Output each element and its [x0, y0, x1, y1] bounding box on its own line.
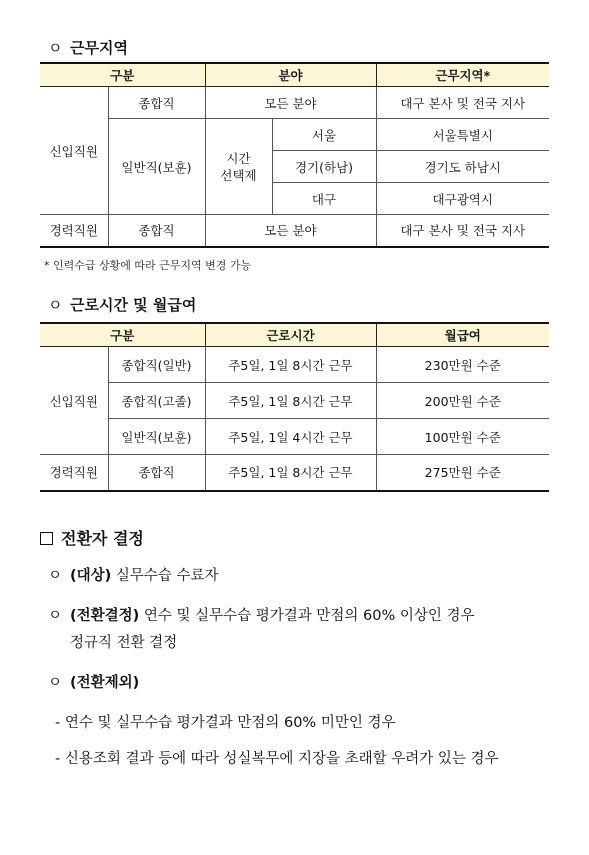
cell-pay: 100만원 수준: [376, 419, 549, 455]
cell-hours: 주5일, 1일 4시간 근무: [205, 419, 376, 455]
cell-new-staff: 신입직원: [40, 87, 108, 215]
cell-general: 종합직: [108, 87, 205, 119]
cell-seoul: 서울: [272, 119, 376, 151]
cell-pay: 275만원 수준: [376, 455, 549, 491]
cell-pay: 230만원 수준: [376, 347, 549, 383]
cell-hours: 주5일, 1일 8시간 근무: [205, 455, 376, 491]
cell-general-2: 종합직: [108, 215, 205, 247]
work-location-note: * 인력수급 상황에 따라 근무지역 변경 가능: [44, 259, 252, 272]
circle-bullet-icon: ㅇ: [48, 296, 63, 314]
cell-gyeonggi-hanam: 경기도 하남시: [376, 151, 549, 183]
cell-seoul-city: 서울특별시: [376, 119, 549, 151]
cell-group: 경력직원: [40, 455, 108, 491]
cell-type: 종합직(일반): [108, 347, 205, 383]
section-title-hours-pay: ㅇ 근로시간 및 월급여: [48, 296, 197, 314]
table-row: [40, 383, 549, 419]
header-category: 구분: [40, 323, 205, 347]
cell-hq-nationwide: 대구 본사 및 전국 지사: [376, 87, 549, 119]
hours-pay-table: [40, 322, 549, 492]
header-pay: 월급여: [376, 323, 549, 347]
cell-type: 일반직(보훈): [108, 419, 205, 455]
item-conversion-exclusion: ㅇ (전환제외): [48, 670, 139, 697]
item-conversion-decision-cont: 정규직 전환 결정: [70, 635, 178, 651]
circle-bullet-icon: ㅇ: [48, 675, 63, 691]
header-field: 분야: [205, 63, 376, 87]
table-row: [40, 455, 549, 491]
cell-ordinary: 일반직(보훈): [108, 119, 205, 215]
header-work-location: 근무지역*: [376, 63, 549, 87]
cell-daegu: 대구: [272, 183, 376, 215]
header-hours: 근로시간: [205, 323, 376, 347]
cell-type: 종합직: [108, 455, 205, 491]
square-bullet-icon: [40, 532, 53, 545]
cell-daegu-city: 대구광역시: [376, 183, 549, 215]
section-title-conversion: 전환자 결정: [40, 526, 144, 549]
table-row: [40, 419, 549, 455]
exclusion-item-1: - 연수 및 실무수습 평가결과 만점의 60% 미만인 경우: [55, 715, 396, 731]
item-target: ㅇ (대상) 실무수습 수료자: [48, 563, 219, 590]
cell-hours: 주5일, 1일 8시간 근무: [205, 383, 376, 419]
cell-group: 신입직원: [40, 347, 108, 455]
cell-experienced: 경력직원: [40, 215, 108, 247]
item-conversion-decision: ㅇ (전환결정) 연수 및 실무수습 평가결과 만점의 60% 이상인 경우: [48, 603, 553, 630]
exclusion-item-2: - 신용조회 결과 등에 따라 성실복무에 지장을 초래할 우려가 있는 경우: [55, 751, 499, 767]
cell-type: 종합직(고졸): [108, 383, 205, 419]
table-row: [40, 347, 549, 383]
cell-all-fields: 모든 분야: [205, 87, 376, 119]
cell-hours: 주5일, 1일 8시간 근무: [205, 347, 376, 383]
section-title-work-location: ㅇ 근무지역: [48, 39, 128, 57]
cell-time-select: 시간 선택제: [205, 119, 272, 215]
cell-pay: 200만원 수준: [376, 383, 549, 419]
circle-bullet-icon: ㅇ: [48, 39, 63, 57]
header-category: 구분: [40, 63, 205, 87]
cell-gyeonggi: 경기(하남): [272, 151, 376, 183]
circle-bullet-icon: ㅇ: [48, 568, 63, 584]
circle-bullet-icon: ㅇ: [48, 608, 63, 624]
cell-hq-nationwide-2: 대구 본사 및 전국 지사: [376, 215, 549, 247]
cell-all-fields-2: 모든 분야: [205, 215, 376, 247]
work-location-table: [40, 62, 549, 248]
